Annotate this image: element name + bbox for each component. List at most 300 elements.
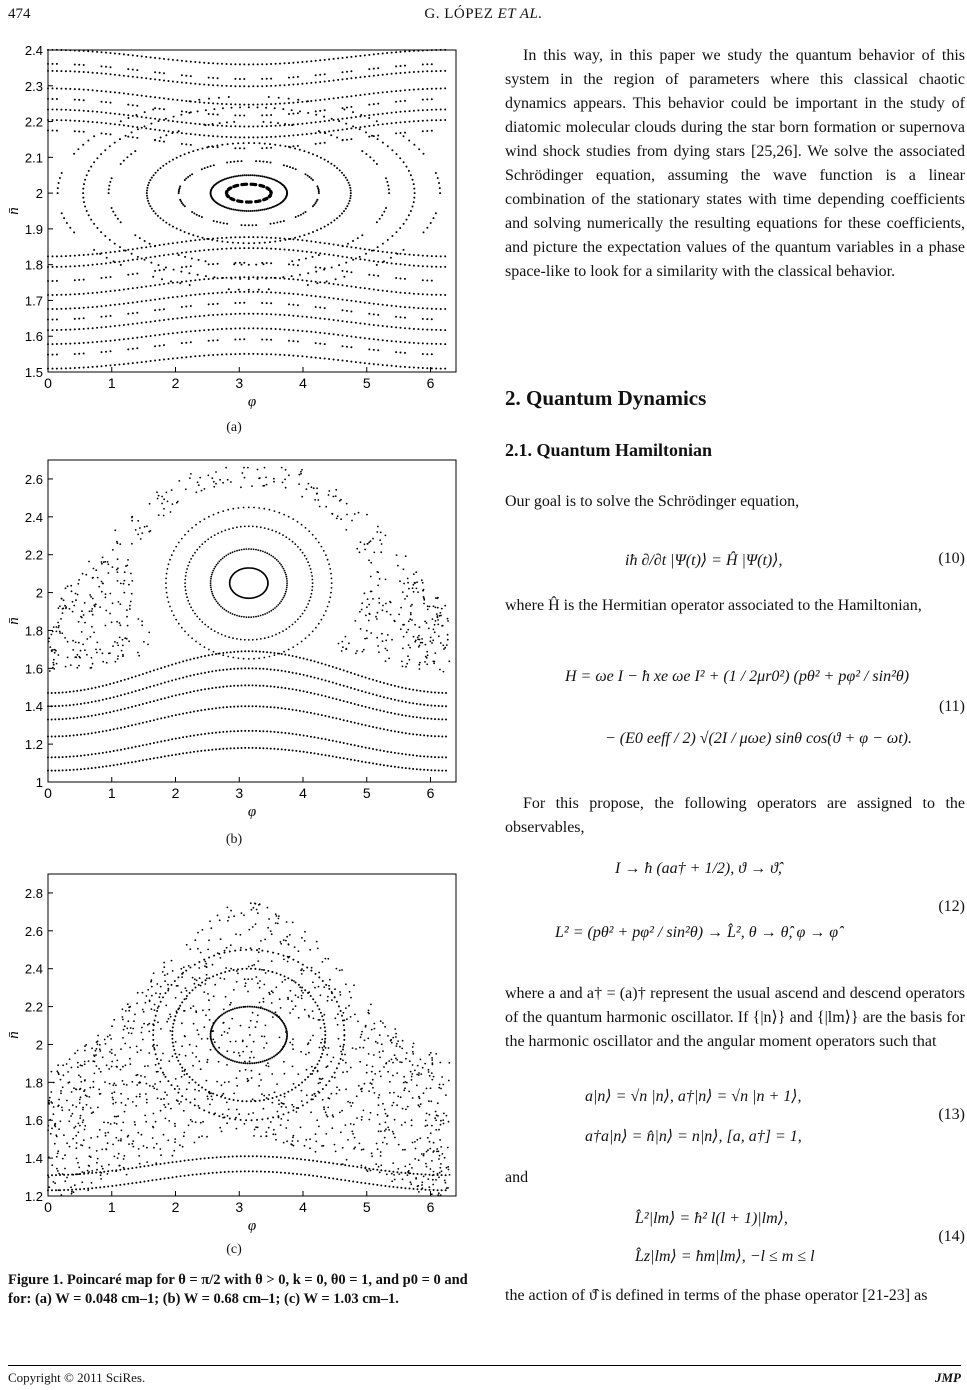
data-point	[319, 81, 321, 83]
data-point	[47, 280, 49, 282]
data-point	[243, 78, 245, 80]
data-point	[78, 307, 80, 309]
data-point	[361, 1165, 363, 1167]
data-point	[409, 264, 411, 266]
data-point	[259, 1002, 261, 1004]
data-point	[388, 1129, 390, 1131]
data-point	[319, 343, 321, 345]
data-point	[377, 325, 379, 327]
data-point	[244, 174, 246, 176]
data-point	[357, 760, 359, 762]
data-point	[283, 514, 285, 516]
data-point	[178, 1103, 180, 1105]
data-point	[350, 257, 352, 259]
data-point	[191, 258, 193, 260]
figure-b	[8, 452, 460, 852]
data-point	[84, 649, 86, 651]
data-point	[56, 119, 58, 121]
data-point	[355, 127, 357, 129]
data-point	[96, 1048, 98, 1050]
data-point	[310, 60, 312, 62]
data-point	[269, 656, 271, 658]
data-point	[73, 1087, 75, 1089]
data-point	[132, 323, 134, 325]
data-point	[353, 1124, 355, 1126]
data-point	[229, 177, 231, 179]
data-point	[278, 512, 280, 514]
data-point	[65, 587, 67, 589]
data-point	[279, 63, 281, 65]
data-point	[401, 687, 403, 689]
data-point	[206, 966, 208, 968]
data-point	[114, 113, 116, 115]
data-point	[158, 120, 160, 122]
data-point	[148, 1023, 150, 1025]
data-point	[426, 265, 428, 267]
data-point	[159, 269, 161, 271]
data-point	[441, 736, 443, 738]
data-point	[194, 983, 196, 985]
data-point	[348, 182, 350, 184]
data-point	[58, 654, 60, 656]
data-point	[173, 269, 175, 271]
data-point	[440, 642, 442, 644]
data-point	[203, 315, 205, 317]
data-point	[123, 124, 125, 126]
data-point	[220, 606, 222, 608]
data-point	[241, 549, 243, 551]
data-point	[307, 175, 309, 177]
data-point	[316, 185, 318, 187]
data-point	[230, 85, 232, 87]
data-point	[166, 1094, 168, 1096]
data-point	[303, 658, 305, 660]
data-point	[301, 330, 303, 332]
data-point	[65, 119, 67, 121]
data-point	[324, 132, 326, 134]
data-point	[401, 661, 403, 663]
data-point	[346, 701, 348, 703]
data-point	[150, 78, 152, 80]
data-point	[141, 116, 143, 118]
data-point	[255, 264, 257, 266]
data-point	[183, 1110, 185, 1112]
data-point	[244, 705, 246, 707]
data-point	[403, 568, 405, 570]
data-point	[271, 990, 273, 992]
data-point	[445, 736, 447, 738]
data-point	[60, 1120, 62, 1122]
data-point	[266, 651, 268, 653]
data-point	[243, 313, 245, 315]
data-point	[304, 1009, 306, 1011]
data-point	[227, 920, 229, 922]
data-point	[89, 594, 91, 596]
data-point	[253, 507, 255, 509]
data-point	[99, 1048, 101, 1050]
data-point	[335, 489, 337, 491]
data-point	[372, 708, 374, 710]
data-point	[364, 115, 366, 117]
data-point	[410, 174, 412, 176]
data-point	[243, 115, 245, 117]
data-point	[364, 1039, 366, 1041]
data-point	[285, 1127, 287, 1129]
data-point	[328, 601, 330, 603]
data-point	[377, 275, 379, 277]
data-point	[154, 1009, 156, 1011]
data-point	[373, 249, 375, 251]
data-point	[382, 339, 384, 341]
data-point	[374, 1028, 376, 1030]
data-point	[240, 934, 242, 936]
data-point	[382, 609, 384, 611]
data-point	[243, 276, 245, 278]
data-point	[431, 88, 433, 90]
data-point	[288, 654, 290, 656]
data-point	[96, 1169, 98, 1171]
data-point	[160, 756, 162, 758]
data-point	[343, 210, 345, 212]
data-point	[301, 937, 303, 939]
data-point	[56, 1156, 58, 1158]
data-point	[123, 249, 125, 251]
data-point	[318, 254, 320, 256]
data-point	[266, 612, 268, 614]
data-point	[217, 602, 219, 604]
data-point	[232, 209, 234, 211]
data-point	[372, 1079, 374, 1081]
data-point	[81, 1171, 83, 1173]
data-point	[321, 738, 323, 740]
data-point	[146, 687, 148, 689]
data-point	[100, 1093, 102, 1095]
data-point	[123, 583, 125, 585]
data-point	[409, 366, 411, 368]
data-point	[69, 769, 71, 771]
data-point	[288, 303, 290, 305]
data-point	[250, 174, 252, 176]
data-point	[342, 284, 344, 286]
data-point	[382, 251, 384, 253]
data-point	[241, 747, 243, 749]
data-point	[447, 1147, 449, 1149]
data-point	[214, 1041, 216, 1043]
data-point	[414, 624, 416, 626]
data-point	[283, 1142, 285, 1144]
data-point	[332, 717, 334, 719]
data-point	[377, 314, 379, 316]
data-point	[105, 593, 107, 595]
data-point	[273, 706, 275, 708]
data-point	[194, 294, 196, 296]
data-point	[172, 81, 174, 83]
data-point	[290, 1143, 292, 1145]
data-point	[283, 164, 285, 166]
data-point	[78, 1167, 80, 1169]
data-point	[260, 615, 262, 617]
data-point	[438, 1129, 440, 1131]
data-point	[112, 549, 114, 551]
data-point	[95, 700, 97, 702]
data-point	[283, 1061, 285, 1063]
data-point	[83, 64, 85, 66]
data-point	[364, 94, 366, 96]
data-point	[261, 313, 263, 315]
data-point	[52, 343, 54, 345]
data-point	[404, 352, 406, 354]
data-point	[355, 258, 357, 260]
data-point	[444, 368, 446, 370]
data-point	[416, 1139, 418, 1141]
data-point	[247, 978, 249, 980]
data-point	[301, 294, 303, 296]
data-point	[149, 701, 151, 703]
data-point	[87, 292, 89, 294]
x-tick-label: 6	[426, 1199, 435, 1215]
data-point	[371, 1083, 373, 1085]
data-point	[239, 125, 241, 127]
data-point	[76, 769, 78, 771]
data-point	[104, 235, 106, 237]
data-point	[159, 97, 161, 99]
data-point	[342, 245, 344, 247]
data-point	[438, 1151, 440, 1153]
data-point	[132, 312, 134, 314]
data-point	[144, 259, 146, 261]
data-point	[447, 1166, 449, 1168]
data-point	[297, 279, 299, 281]
data-point	[297, 996, 299, 998]
data-point	[127, 313, 129, 315]
data-point	[357, 723, 359, 725]
data-point	[189, 175, 191, 177]
data-point	[69, 308, 71, 310]
data-point	[163, 72, 165, 74]
data-point	[368, 338, 370, 340]
data-point	[280, 601, 282, 603]
data-point	[132, 126, 134, 128]
data-point	[395, 51, 397, 53]
data-point	[217, 146, 219, 148]
data-point	[105, 340, 107, 342]
data-point	[328, 243, 330, 245]
data-point	[355, 1048, 357, 1050]
data-point	[154, 345, 156, 347]
data-point	[145, 246, 147, 248]
data-point	[266, 1042, 268, 1044]
data-point	[379, 764, 381, 766]
data-point	[310, 736, 312, 738]
data-point	[280, 943, 282, 945]
data-point	[65, 666, 67, 668]
data-point	[120, 163, 122, 165]
data-point	[397, 1096, 399, 1098]
data-point	[124, 693, 126, 695]
data-point	[403, 636, 405, 638]
data-point	[368, 93, 370, 95]
data-point	[119, 138, 121, 140]
data-point	[230, 552, 232, 554]
data-point	[424, 661, 426, 663]
data-point	[426, 120, 428, 122]
data-point	[379, 218, 381, 220]
data-point	[207, 1059, 209, 1061]
data-point	[184, 205, 186, 207]
data-point	[422, 265, 424, 267]
data-point	[217, 84, 219, 86]
data-point	[137, 520, 139, 522]
data-point	[64, 1154, 66, 1156]
data-point	[62, 1086, 64, 1088]
data-point	[439, 1139, 441, 1141]
data-point	[73, 755, 75, 757]
data-point	[361, 150, 363, 152]
data-point	[349, 197, 351, 199]
data-point	[160, 741, 162, 743]
data-point	[315, 121, 317, 123]
data-point	[324, 242, 326, 244]
data-point	[56, 319, 58, 321]
data-point	[436, 613, 438, 615]
data-point	[259, 730, 261, 732]
data-point	[350, 346, 352, 348]
data-point	[230, 910, 232, 912]
data-point	[338, 1038, 340, 1040]
data-point	[409, 659, 411, 661]
data-point	[398, 752, 400, 754]
data-point	[280, 221, 282, 223]
data-point	[288, 708, 290, 710]
data-point	[102, 730, 104, 732]
data-point	[224, 529, 226, 531]
data-point	[203, 991, 205, 993]
data-point	[92, 1111, 94, 1113]
data-point	[262, 651, 264, 653]
data-point	[264, 467, 266, 469]
data-point	[226, 291, 228, 293]
data-point	[248, 247, 250, 249]
data-point	[239, 338, 241, 340]
data-point	[426, 280, 428, 282]
data-point	[175, 1078, 177, 1080]
data-point	[364, 248, 366, 250]
data-point	[402, 1149, 404, 1151]
x-tick-label: 5	[362, 1199, 371, 1215]
data-point	[391, 52, 393, 54]
data-point	[280, 564, 282, 566]
data-point	[176, 59, 178, 61]
data-point	[415, 571, 417, 573]
data-point	[149, 205, 151, 207]
data-point	[51, 634, 53, 636]
data-point	[259, 987, 261, 989]
data-point	[270, 277, 272, 279]
data-point	[346, 299, 348, 301]
data-point	[318, 192, 320, 194]
data-point	[293, 1083, 295, 1085]
data-point	[109, 1034, 111, 1036]
data-point	[442, 1153, 444, 1155]
data-point	[60, 294, 62, 296]
data-point	[342, 78, 344, 80]
y-tick-label: 2	[35, 585, 43, 601]
data-point	[355, 322, 357, 324]
data-point	[401, 753, 403, 755]
data-point	[149, 179, 151, 181]
data-point	[304, 610, 306, 612]
data-point	[244, 978, 246, 980]
data-point	[323, 986, 325, 988]
data-point	[52, 255, 54, 257]
data-point	[441, 1170, 443, 1172]
data-point	[253, 1135, 255, 1137]
data-point	[206, 238, 208, 240]
data-point	[198, 1136, 200, 1138]
data-point	[132, 136, 134, 138]
data-point	[226, 1050, 228, 1052]
data-point	[259, 747, 261, 749]
data-point	[113, 764, 115, 766]
data-point	[212, 354, 214, 356]
data-point	[233, 263, 235, 265]
data-point	[285, 1106, 287, 1108]
data-point	[112, 1097, 114, 1099]
data-point	[101, 291, 103, 293]
data-point	[254, 174, 256, 176]
data-point	[168, 1120, 170, 1122]
data-point	[324, 282, 326, 284]
data-point	[431, 294, 433, 296]
data-point	[149, 671, 151, 673]
data-point	[232, 637, 234, 639]
data-point	[411, 604, 413, 606]
data-point	[49, 1097, 51, 1099]
data-point	[312, 582, 314, 584]
data-point	[295, 656, 297, 658]
data-point	[131, 761, 133, 763]
data-point	[119, 543, 121, 545]
data-point	[319, 99, 321, 101]
data-point	[386, 340, 388, 342]
data-point	[324, 81, 326, 83]
data-point	[185, 280, 187, 282]
data-point	[281, 1106, 283, 1108]
data-point	[124, 726, 126, 728]
data-point	[243, 548, 245, 550]
data-point	[91, 687, 93, 689]
data-point	[101, 1165, 103, 1167]
data-point	[249, 1034, 251, 1036]
data-point	[406, 595, 408, 597]
data-point	[330, 592, 332, 594]
data-point	[445, 770, 447, 772]
data-point	[248, 705, 250, 707]
data-point	[151, 1008, 153, 1010]
data-point	[136, 287, 138, 289]
data-point	[382, 290, 384, 292]
data-point	[230, 125, 232, 127]
data-point	[129, 1047, 131, 1049]
data-point	[163, 344, 165, 346]
data-point	[272, 1102, 274, 1104]
data-point	[154, 129, 156, 131]
data-point	[339, 500, 341, 502]
data-point	[180, 155, 182, 157]
data-point	[368, 1090, 370, 1092]
data-point	[297, 99, 299, 101]
data-point	[293, 980, 295, 982]
